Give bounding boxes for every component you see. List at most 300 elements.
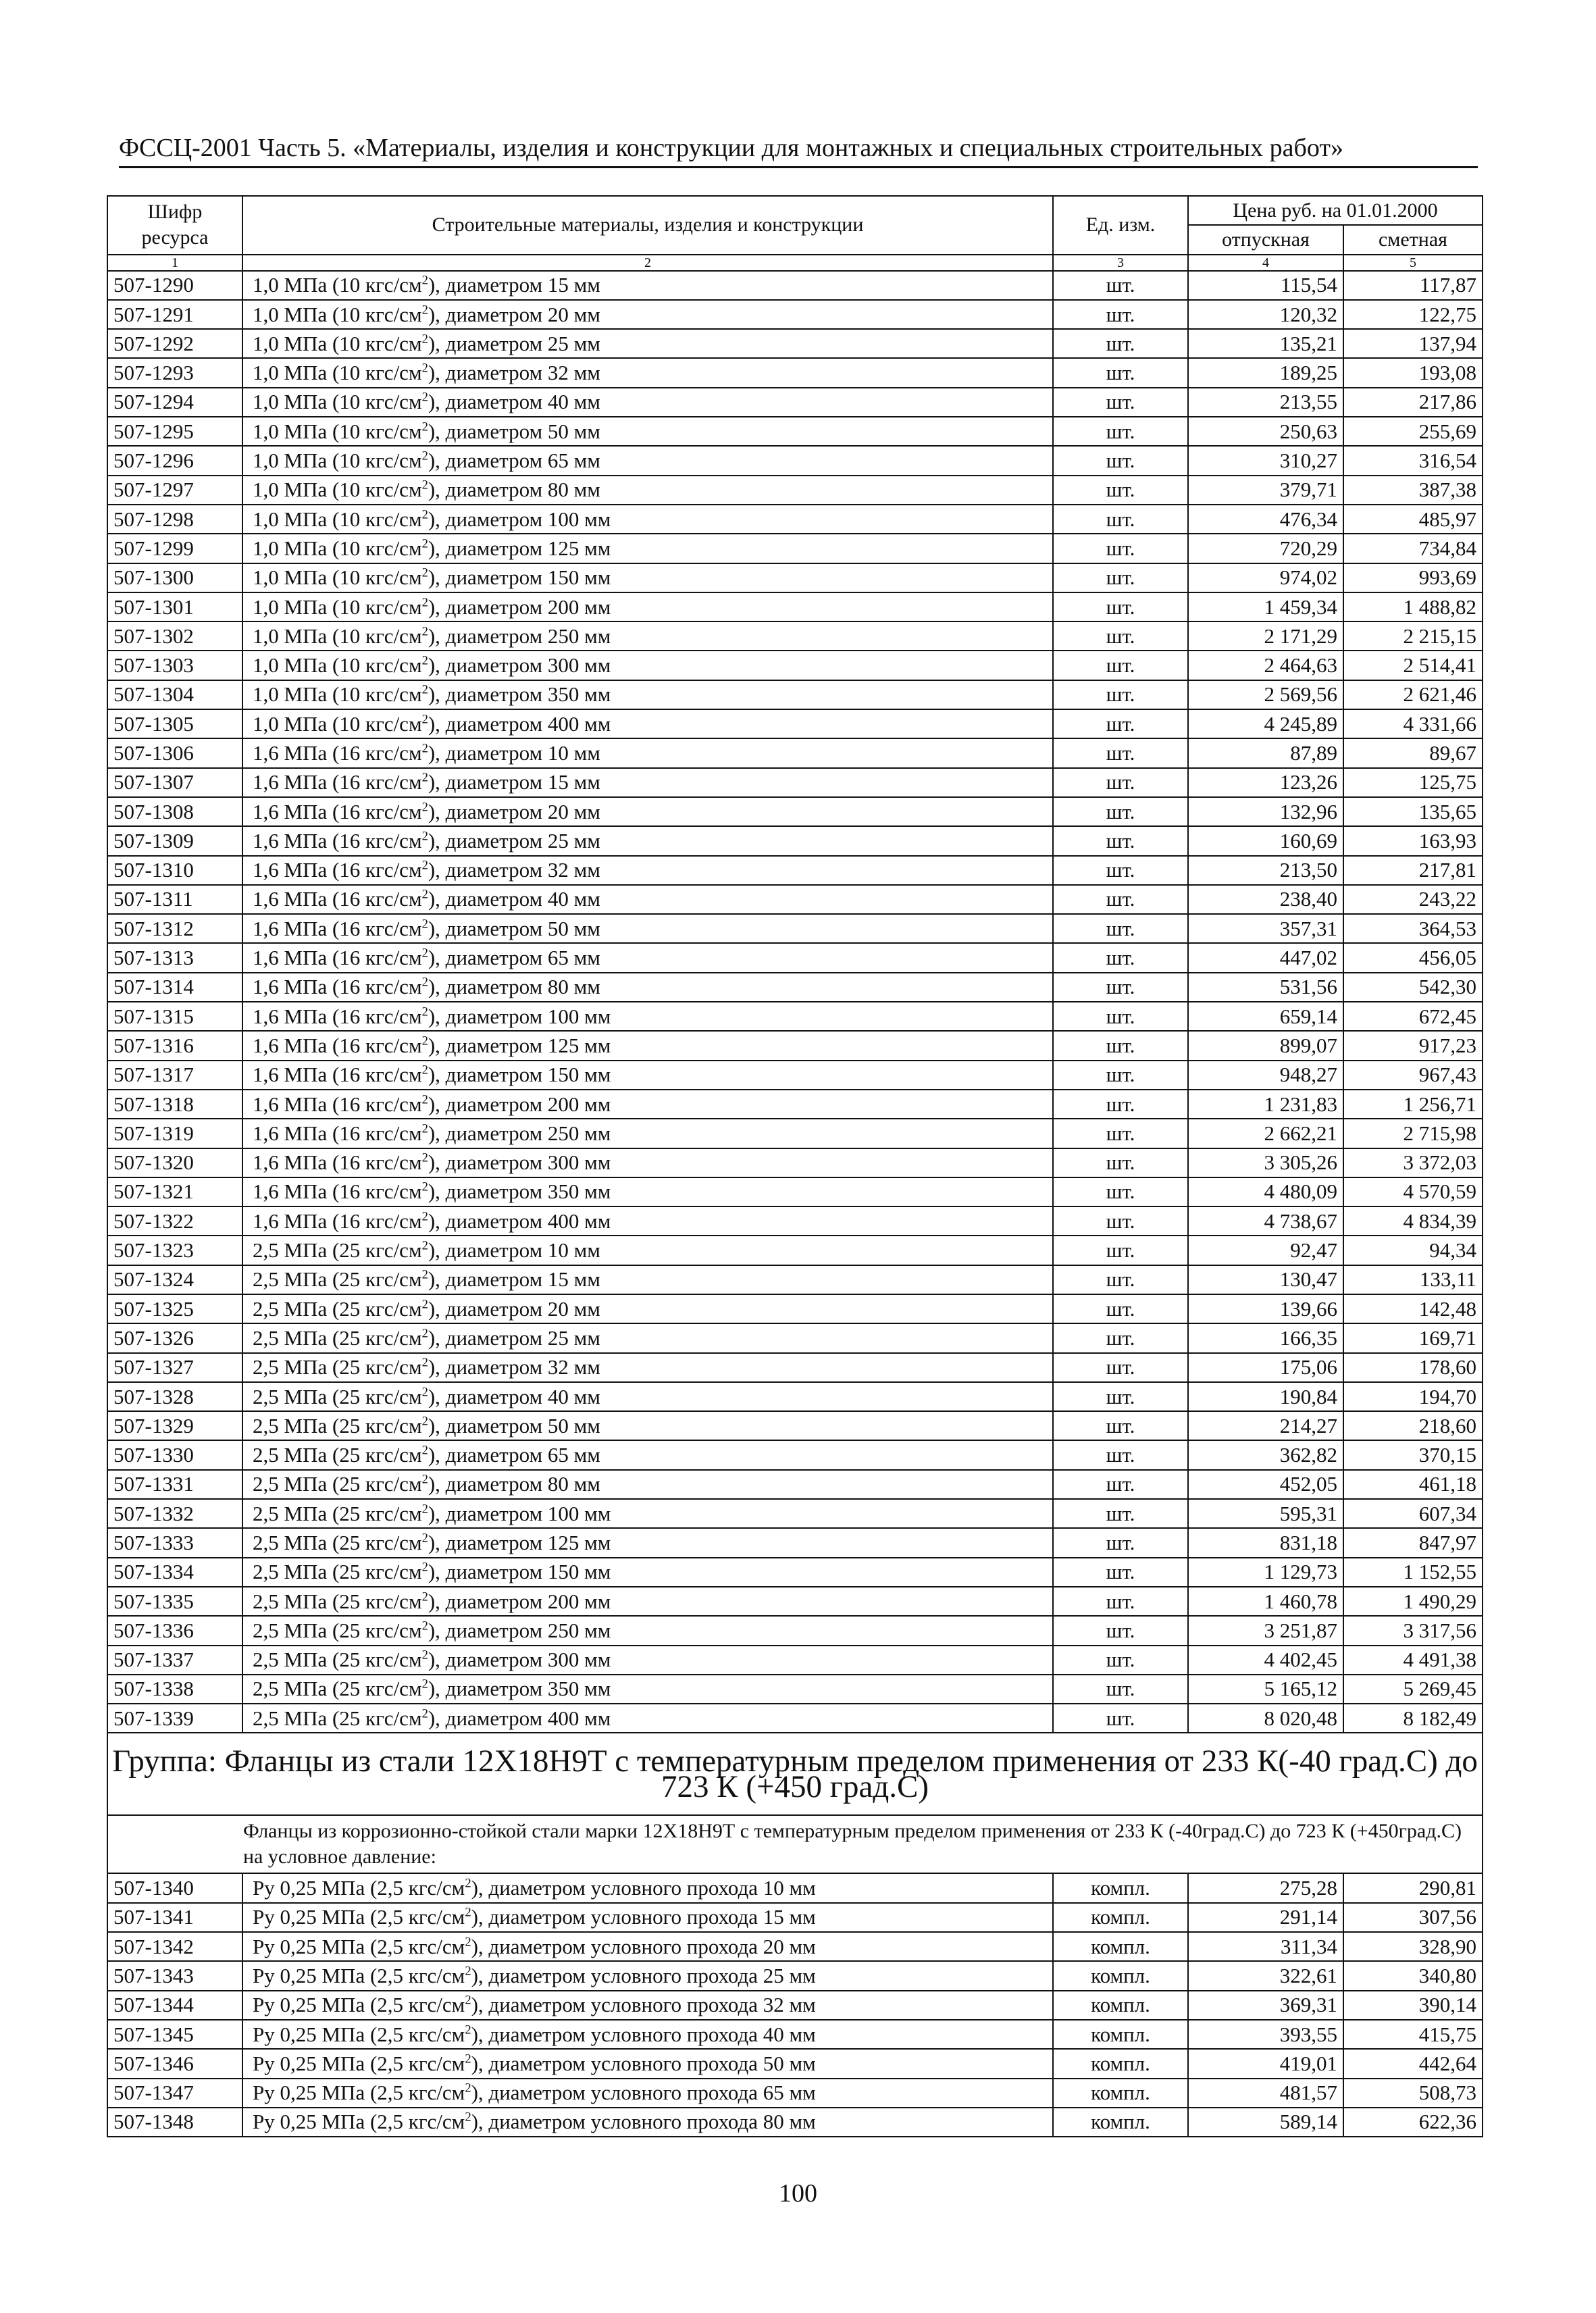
release-price: 4 402,45	[1188, 1646, 1343, 1675]
item-name-text: ), диаметром 150 мм	[428, 1063, 611, 1087]
item-name	[242, 1991, 1053, 2020]
item-name	[242, 505, 1053, 534]
item-name	[242, 1903, 1053, 1932]
unit-cell: компл.	[1053, 2020, 1188, 2049]
item-name	[242, 738, 1053, 767]
resource-code: 507-1310	[107, 856, 242, 885]
table-row	[107, 651, 1483, 680]
item-name-text: ), диаметром 250 мм	[428, 624, 611, 648]
col-header-code: Шифр ресурса	[107, 196, 242, 255]
superscript: 2	[421, 712, 428, 727]
resource-code: 507-1337	[107, 1646, 242, 1675]
superscript: 2	[421, 683, 428, 698]
estimate-price: 734,84	[1343, 534, 1483, 563]
estimate-price: 370,15	[1343, 1440, 1483, 1469]
table-row	[107, 1646, 1483, 1675]
col-number: 1	[107, 255, 242, 271]
item-name-text: ), диаметром 65 мм	[428, 1443, 600, 1467]
release-price: 4 245,89	[1188, 709, 1343, 738]
group-section	[107, 1733, 1483, 1873]
item-name	[242, 943, 1053, 972]
item-name-text: ), диаметром 15 мм	[428, 770, 600, 794]
release-price: 2 662,21	[1188, 1119, 1343, 1148]
item-name-text: ), диаметром 40 мм	[428, 887, 600, 911]
estimate-price: 117,87	[1343, 271, 1483, 300]
release-price: 948,27	[1188, 1061, 1343, 1090]
unit-cell: шт.	[1053, 1294, 1188, 1323]
resource-code: 507-1313	[107, 943, 242, 972]
table-row	[107, 271, 1483, 300]
release-price: 1 231,83	[1188, 1090, 1343, 1119]
item-name	[242, 1382, 1053, 1411]
release-price: 310,27	[1188, 446, 1343, 475]
item-name-text: ), диаметром 65 мм	[428, 946, 600, 970]
item-name-text: ), диаметром 200 мм	[428, 1589, 611, 1613]
estimate-price: 142,48	[1343, 1294, 1483, 1323]
release-price: 291,14	[1188, 1903, 1343, 1932]
item-name-text: 2,5 МПа (25 кгс/см	[253, 1443, 422, 1467]
table-row	[107, 856, 1483, 885]
release-price: 115,54	[1188, 271, 1343, 300]
estimate-price: 135,65	[1343, 797, 1483, 826]
group-title: Группа: Фланцы из стали 12Х18Н9Т с температурным пределом применения от 233 К(-40 град.С) до 723 К (+450 град.С)	[107, 1733, 1483, 1815]
estimate-price: 316,54	[1343, 446, 1483, 475]
table-row	[107, 2049, 1483, 2078]
resource-code: 507-1304	[107, 680, 242, 709]
table-row	[107, 1236, 1483, 1265]
unit-cell: шт.	[1053, 943, 1188, 972]
unit-cell: шт.	[1053, 358, 1188, 387]
item-name-text: ), диаметром условного прохода 50 мм	[471, 2051, 816, 2075]
unit-cell: шт.	[1053, 651, 1188, 680]
item-name-text: Ру 0,25 МПа (2,5 кгс/см	[253, 2110, 465, 2134]
item-name	[242, 1873, 1053, 1902]
unit-cell: шт.	[1053, 1061, 1188, 1090]
superscript: 2	[421, 273, 428, 288]
resource-code: 507-1311	[107, 885, 242, 914]
estimate-price: 217,81	[1343, 856, 1483, 885]
superscript: 2	[421, 1677, 428, 1692]
resource-code: 507-1321	[107, 1177, 242, 1206]
superscript: 2	[421, 478, 428, 492]
estimate-price: 3 372,03	[1343, 1148, 1483, 1177]
release-price: 311,34	[1188, 1932, 1343, 1961]
table-row	[107, 2020, 1483, 2049]
unit-cell: шт.	[1053, 1558, 1188, 1587]
item-name	[242, 1236, 1053, 1265]
item-name-text: ), диаметром 50 мм	[428, 1413, 600, 1438]
table-row	[107, 826, 1483, 855]
item-name-text: 1,0 МПа (10 кгс/см	[253, 624, 422, 648]
superscript: 2	[421, 858, 428, 873]
estimate-price: 387,38	[1343, 476, 1483, 505]
item-name-text: ), диаметром 25 мм	[428, 331, 600, 355]
estimate-price: 217,86	[1343, 388, 1483, 417]
table-row	[107, 329, 1483, 358]
resource-code: 507-1342	[107, 1932, 242, 1961]
superscript: 2	[421, 507, 428, 522]
resource-code: 507-1303	[107, 651, 242, 680]
resource-code: 507-1327	[107, 1353, 242, 1382]
col-header-release: отпускная	[1188, 225, 1343, 254]
item-name	[242, 1528, 1053, 1557]
item-name-text: 1,6 МПа (16 кгс/см	[253, 1209, 422, 1233]
table-body-group	[107, 1873, 1483, 2137]
release-price: 123,26	[1188, 768, 1343, 797]
unit-cell: шт.	[1053, 505, 1188, 534]
superscript: 2	[421, 975, 428, 990]
table-row	[107, 1932, 1483, 1961]
table-row	[107, 1323, 1483, 1352]
item-name-text: 2,5 МПа (25 кгс/см	[253, 1560, 422, 1584]
table-row	[107, 1991, 1483, 2020]
item-name-text: ), диаметром 40 мм	[428, 390, 600, 414]
unit-cell: компл.	[1053, 2049, 1188, 2078]
item-name-text: 1,0 МПа (10 кгс/см	[253, 302, 422, 326]
item-name	[242, 1031, 1053, 1060]
item-name-text: ), диаметром 400 мм	[428, 1706, 611, 1730]
superscript: 2	[421, 361, 428, 376]
table-row	[107, 1265, 1483, 1294]
table-row	[107, 563, 1483, 592]
unit-cell: шт.	[1053, 1616, 1188, 1645]
item-name-text: 1,6 МПа (16 кгс/см	[253, 740, 422, 765]
item-name-text: ), диаметром условного прохода 40 мм	[471, 2022, 816, 2046]
unit-cell: шт.	[1053, 1265, 1188, 1294]
item-name-text: 2,5 МПа (25 кгс/см	[253, 1648, 422, 1672]
estimate-price: 328,90	[1343, 1932, 1483, 1961]
unit-cell: шт.	[1053, 1587, 1188, 1616]
table-row	[107, 417, 1483, 446]
item-name-text: ), диаметром условного прохода 32 мм	[471, 1993, 816, 2017]
item-name-text: ), диаметром 32 мм	[428, 1355, 600, 1379]
superscript: 2	[421, 1706, 428, 1721]
estimate-price: 1 152,55	[1343, 1558, 1483, 1587]
item-name	[242, 300, 1053, 329]
estimate-price: 917,23	[1343, 1031, 1483, 1060]
release-price: 974,02	[1188, 563, 1343, 592]
table-row	[107, 709, 1483, 738]
item-name-text: 2,5 МПа (25 кгс/см	[253, 1618, 422, 1642]
resource-code: 507-1346	[107, 2049, 242, 2078]
item-name-text: ), диаметром 100 мм	[428, 507, 611, 531]
item-name-text: ), диаметром 250 мм	[428, 1121, 611, 1145]
item-name	[242, 329, 1053, 358]
release-price: 1 460,78	[1188, 1587, 1343, 1616]
item-name-text: 2,5 МПа (25 кгс/см	[253, 1413, 422, 1438]
item-name-text: 1,0 МПа (10 кгс/см	[253, 653, 422, 678]
release-price: 166,35	[1188, 1323, 1343, 1352]
release-price: 4 480,09	[1188, 1177, 1343, 1206]
resource-code: 507-1344	[107, 1991, 242, 2020]
unit-cell: шт.	[1053, 1090, 1188, 1119]
table-row	[107, 1206, 1483, 1236]
item-name-text: 2,5 МПа (25 кгс/см	[253, 1355, 422, 1379]
unit-cell: шт.	[1053, 1353, 1188, 1382]
release-price: 3 305,26	[1188, 1148, 1343, 1177]
item-name-text: 1,0 МПа (10 кгс/см	[253, 419, 422, 443]
item-name-text: ), диаметром 25 мм	[428, 1325, 600, 1350]
estimate-price: 5 269,45	[1343, 1675, 1483, 1704]
table-row	[107, 1587, 1483, 1616]
item-name	[242, 768, 1053, 797]
table-row	[107, 943, 1483, 972]
unit-cell: шт.	[1053, 417, 1188, 446]
superscript: 2	[421, 1619, 428, 1633]
item-name-text: 2,5 МПа (25 кгс/см	[253, 1296, 422, 1321]
table-row	[107, 1616, 1483, 1645]
superscript: 2	[465, 1964, 471, 1979]
item-name	[242, 1499, 1053, 1528]
unit-cell: шт.	[1053, 476, 1188, 505]
estimate-price: 137,94	[1343, 329, 1483, 358]
unit-cell: компл.	[1053, 2079, 1188, 2108]
superscript: 2	[421, 1590, 428, 1604]
release-price: 393,55	[1188, 2020, 1343, 2049]
release-price: 3 251,87	[1188, 1616, 1343, 1645]
estimate-price: 415,75	[1343, 2020, 1483, 2049]
resource-code: 507-1302	[107, 621, 242, 651]
unit-cell: шт.	[1053, 1440, 1188, 1469]
release-price: 5 165,12	[1188, 1675, 1343, 1704]
resource-code: 507-1292	[107, 329, 242, 358]
resource-code: 507-1325	[107, 1294, 242, 1323]
superscript: 2	[421, 1209, 428, 1224]
item-name-text: 2,5 МПа (25 кгс/см	[253, 1384, 422, 1408]
release-price: 4 738,67	[1188, 1206, 1343, 1236]
unit-cell: шт.	[1053, 1675, 1188, 1704]
release-price: 369,31	[1188, 1991, 1343, 2020]
superscript: 2	[421, 888, 428, 903]
superscript: 2	[465, 2023, 471, 2037]
resource-code: 507-1317	[107, 1061, 242, 1090]
item-name	[242, 534, 1053, 563]
item-name-text: ), диаметром 125 мм	[428, 1531, 611, 1554]
unit-cell: компл.	[1053, 1873, 1188, 1902]
release-price: 720,29	[1188, 534, 1343, 563]
item-name-text: 2,5 МПа (25 кгс/см	[253, 1531, 422, 1554]
item-name	[242, 1148, 1053, 1177]
item-name-text: 2,5 МПа (25 кгс/см	[253, 1589, 422, 1613]
item-name	[242, 1265, 1053, 1294]
estimate-price: 1 488,82	[1343, 592, 1483, 621]
unit-cell: компл.	[1053, 2108, 1188, 2137]
release-price: 238,40	[1188, 885, 1343, 914]
release-price: 189,25	[1188, 358, 1343, 387]
resource-code: 507-1345	[107, 2020, 242, 2049]
unit-cell: компл.	[1053, 1961, 1188, 1990]
unit-cell: шт.	[1053, 300, 1188, 329]
estimate-price: 2 514,41	[1343, 651, 1483, 680]
unit-cell: шт.	[1053, 329, 1188, 358]
item-name-text: ), диаметром 20 мм	[428, 799, 600, 823]
resource-code: 507-1340	[107, 1873, 242, 1902]
item-name-text: ), диаметром 25 мм	[428, 828, 600, 853]
estimate-price: 194,70	[1343, 1382, 1483, 1411]
release-price: 1 129,73	[1188, 1558, 1343, 1587]
unit-cell: шт.	[1053, 973, 1188, 1002]
item-name-text: Ру 0,25 МПа (2,5 кгс/см	[253, 1934, 465, 1958]
table-row	[107, 592, 1483, 621]
superscript: 2	[421, 1034, 428, 1048]
item-name	[242, 1177, 1053, 1206]
item-name	[242, 1470, 1053, 1499]
unit-cell: шт.	[1053, 1148, 1188, 1177]
unit-cell: шт.	[1053, 621, 1188, 651]
unit-cell: шт.	[1053, 1499, 1188, 1528]
item-name	[242, 621, 1053, 651]
release-price: 214,27	[1188, 1411, 1343, 1440]
table-row	[107, 1294, 1483, 1323]
release-price: 135,21	[1188, 329, 1343, 358]
table-row	[107, 914, 1483, 943]
table-row	[107, 1177, 1483, 1206]
item-name-text: 1,6 МПа (16 кгс/см	[253, 1004, 422, 1028]
estimate-price: 456,05	[1343, 943, 1483, 972]
resource-code: 507-1293	[107, 358, 242, 387]
table-row	[107, 1031, 1483, 1060]
estimate-price: 8 182,49	[1343, 1704, 1483, 1733]
resource-code: 507-1326	[107, 1323, 242, 1352]
unit-cell: шт.	[1053, 1646, 1188, 1675]
item-name	[242, 2049, 1053, 2078]
item-name-text: Ру 0,25 МПа (2,5 кгс/см	[253, 2051, 465, 2075]
item-name-text: 1,0 МПа (10 кгс/см	[253, 711, 422, 736]
resource-code: 507-1318	[107, 1090, 242, 1119]
superscript: 2	[421, 1092, 428, 1107]
table-row	[107, 1675, 1483, 1704]
unit-cell: шт.	[1053, 738, 1188, 767]
release-price: 275,28	[1188, 1873, 1343, 1902]
release-price: 595,31	[1188, 1499, 1343, 1528]
release-price: 213,50	[1188, 856, 1343, 885]
unit-cell: шт.	[1053, 1704, 1188, 1733]
item-name	[242, 271, 1053, 300]
superscript: 2	[421, 653, 428, 668]
superscript: 2	[421, 1443, 428, 1458]
unit-cell: шт.	[1053, 1528, 1188, 1557]
item-name	[242, 1440, 1053, 1469]
item-name	[242, 446, 1053, 475]
item-name-text: ), диаметром 400 мм	[428, 711, 611, 736]
superscript: 2	[465, 2110, 471, 2125]
item-name	[242, 973, 1053, 1002]
item-name-text: ), диаметром 300 мм	[428, 1150, 611, 1175]
item-name	[242, 1294, 1053, 1323]
resource-code: 507-1316	[107, 1031, 242, 1060]
table-row	[107, 1148, 1483, 1177]
table-row	[107, 1470, 1483, 1499]
table-row	[107, 1528, 1483, 1557]
item-name-text: 1,0 МПа (10 кгс/см	[253, 361, 422, 385]
release-price: 589,14	[1188, 2108, 1343, 2137]
release-price: 132,96	[1188, 797, 1343, 826]
release-price: 213,55	[1188, 388, 1343, 417]
resource-code: 507-1299	[107, 534, 242, 563]
item-name-text: ), диаметром 400 мм	[428, 1209, 611, 1233]
item-name-text: ), диаметром 125 мм	[428, 536, 611, 560]
item-name	[242, 826, 1053, 855]
resource-code: 507-1291	[107, 300, 242, 329]
item-name-text: ), диаметром 65 мм	[428, 449, 600, 473]
release-price: 160,69	[1188, 826, 1343, 855]
item-name	[242, 1646, 1053, 1675]
item-name	[242, 1002, 1053, 1031]
resource-code: 507-1324	[107, 1265, 242, 1294]
table-row	[107, 1382, 1483, 1411]
item-name	[242, 1353, 1053, 1382]
unit-cell: шт.	[1053, 388, 1188, 417]
table-row	[107, 476, 1483, 505]
item-name	[242, 2020, 1053, 2049]
release-price: 659,14	[1188, 1002, 1343, 1031]
release-price: 139,66	[1188, 1294, 1343, 1323]
table-row	[107, 1002, 1483, 1031]
table-row	[107, 1090, 1483, 1119]
unit-cell: шт.	[1053, 1323, 1188, 1352]
table-row	[107, 358, 1483, 387]
item-name-text: ), диаметром условного прохода 15 мм	[471, 1905, 816, 1929]
item-name-text: 1,6 МПа (16 кгс/см	[253, 770, 422, 794]
item-name-text: 1,0 МПа (10 кгс/см	[253, 478, 422, 502]
superscript: 2	[465, 1993, 471, 2008]
release-price: 2 464,63	[1188, 651, 1343, 680]
estimate-price: 364,53	[1343, 914, 1483, 943]
estimate-price: 169,71	[1343, 1323, 1483, 1352]
resource-code: 507-1294	[107, 388, 242, 417]
item-name-text: Ру 0,25 МПа (2,5 кгс/см	[253, 1905, 465, 1929]
item-name-text: Ру 0,25 МПа (2,5 кгс/см	[253, 2022, 465, 2046]
resource-code: 507-1331	[107, 1470, 242, 1499]
item-name	[242, 388, 1053, 417]
estimate-price: 847,97	[1343, 1528, 1483, 1557]
unit-cell: шт.	[1053, 856, 1188, 885]
item-name-text: ), диаметром 80 мм	[428, 1472, 600, 1496]
superscript: 2	[421, 1648, 428, 1662]
item-name-text: 2,5 МПа (25 кгс/см	[253, 1267, 422, 1292]
table-row	[107, 1558, 1483, 1587]
col-header-unit: Ед. изм.	[1053, 196, 1188, 255]
superscript: 2	[421, 1268, 428, 1282]
table-row	[107, 621, 1483, 651]
table-body-main	[107, 271, 1483, 1733]
unit-cell: шт.	[1053, 1119, 1188, 1148]
item-name-text: ), диаметром 100 мм	[428, 1004, 611, 1028]
estimate-price: 307,56	[1343, 1903, 1483, 1932]
table-row	[107, 1961, 1483, 1990]
item-name-text: ), диаметром условного прохода 65 мм	[471, 2081, 816, 2105]
item-name-text: 1,0 МПа (10 кгс/см	[253, 331, 422, 355]
estimate-price: 3 317,56	[1343, 1616, 1483, 1645]
superscript: 2	[421, 1005, 428, 1019]
item-name-text: ), диаметром 80 мм	[428, 975, 600, 999]
unit-cell: шт.	[1053, 1411, 1188, 1440]
estimate-price: 461,18	[1343, 1470, 1483, 1499]
release-price: 2 171,29	[1188, 621, 1343, 651]
resource-code: 507-1332	[107, 1499, 242, 1528]
resource-code: 507-1348	[107, 2108, 242, 2137]
item-name-text: 1,6 МПа (16 кгс/см	[253, 1033, 422, 1057]
superscript: 2	[421, 1531, 428, 1546]
item-name-text: ), диаметром 300 мм	[428, 1648, 611, 1672]
resource-code: 507-1300	[107, 563, 242, 592]
table-row	[107, 1061, 1483, 1090]
item-name-text: Ру 0,25 МПа (2,5 кгс/см	[253, 1993, 465, 2017]
estimate-price: 622,36	[1343, 2108, 1483, 2137]
item-name	[242, 651, 1053, 680]
estimate-price: 2 215,15	[1343, 621, 1483, 651]
superscript: 2	[421, 1414, 428, 1429]
